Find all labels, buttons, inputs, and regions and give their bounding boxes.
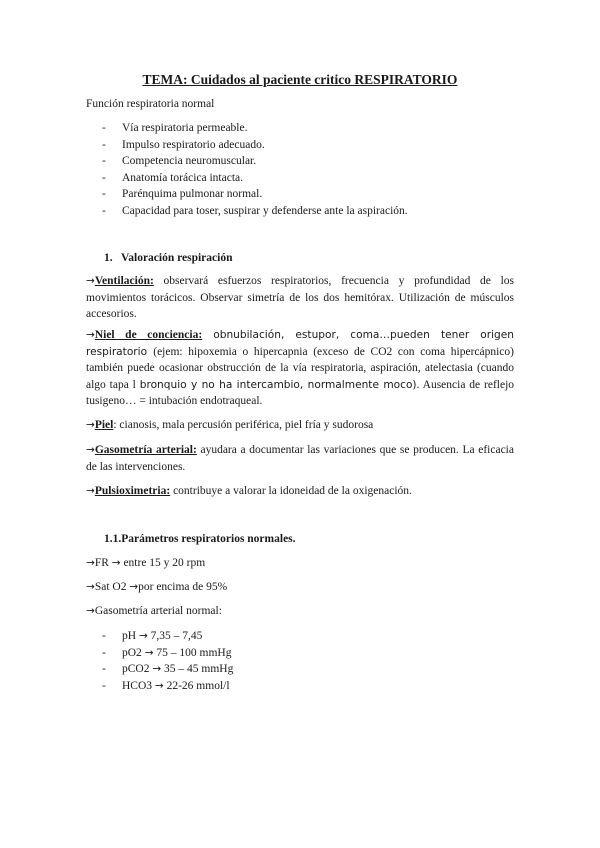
section-heading	[104, 252, 233, 264]
arrow-icon: →	[86, 444, 95, 456]
list-item: - Parénquima pulmonar normal.	[102, 186, 408, 203]
section-number: 1.	[104, 252, 113, 264]
arrow-icon: →	[86, 485, 95, 497]
term-ventilacion: Ventilación:	[94, 275, 154, 287]
list-item: - Anatomía torácica intacta.	[102, 170, 408, 187]
param-value: 75 – 100 mmHg	[153, 646, 232, 659]
paragraph-text: bronquio y no ha intercambio, normalmente moco)	[139, 378, 417, 391]
fr-value: entre 15 y 20 rpm	[120, 557, 206, 569]
list-item: - Competencia neuromuscular.	[102, 153, 408, 170]
arrow-icon: →	[154, 679, 164, 692]
section-title: Valoración respiración	[121, 252, 233, 264]
list-item	[102, 645, 233, 662]
gasometria-paragraph	[86, 442, 514, 475]
fr-line	[86, 557, 205, 569]
arrow-icon: →	[86, 275, 95, 287]
list-item: - Vía respiratoria permeable.	[102, 120, 408, 137]
arrow-icon: →	[86, 557, 95, 569]
paragraph-text: contribuye a valorar la idoneidad de la oxigenación.	[170, 485, 412, 497]
sat-label: Sat O2	[94, 581, 130, 593]
list-item	[102, 678, 233, 695]
paragraph-text: (ejem: hipoxemia o hipercapnia (exceso de CO2 con coma hipercápnico) también puede ocasionar obstrucción de la vía respiratoria, aspiración, atelectasia (cuando algo tapa l	[86, 345, 514, 391]
list-item	[102, 628, 233, 645]
conciencia-paragraph	[86, 327, 514, 410]
param-value: 7,35 – 7,45	[147, 630, 203, 642]
param-value: 22-26 mmol/l	[163, 679, 230, 692]
fr-label: FR	[94, 557, 112, 569]
paragraph-text: ayudara a documentar las variaciones que se producen. La eficacia de las intervenciones.	[86, 444, 514, 473]
param-value: 35 – 45 mmHg	[161, 663, 234, 676]
params-list	[102, 628, 233, 694]
arrow-icon: →	[86, 329, 95, 341]
paragraph-text: . Ausencia de reflejo tusigeno… = intubación endotraqueal.	[86, 378, 515, 408]
term-pulsioximetria: Pulsioximetria:	[94, 485, 171, 497]
gas-normal-line	[86, 605, 222, 617]
param-label: pH	[122, 630, 139, 642]
list-item: - Capacidad para toser, suspirar y defenderse ante la aspiración.	[102, 203, 408, 220]
arrow-icon: →	[138, 630, 148, 642]
gas-normal-label: Gasometría arterial normal:	[94, 605, 222, 617]
sat-value: por encima de 95%	[138, 581, 228, 593]
param-label: pCO2	[122, 663, 153, 676]
intro-list	[102, 120, 408, 220]
param-label: pO2	[122, 646, 145, 659]
arrow-icon: →	[152, 663, 162, 676]
pulsioximetria-paragraph	[86, 483, 514, 500]
arrow-icon: →	[111, 557, 121, 569]
term-conciencia: Niel de conciencia:	[94, 329, 203, 341]
paragraph-text: : cianosis, mala percusión periférica, piel fría y sudorosa	[113, 419, 374, 431]
list-item	[102, 661, 233, 678]
arrow-icon: →	[86, 605, 95, 617]
term-piel: Piel	[94, 419, 114, 431]
piel-paragraph	[86, 417, 514, 434]
intro-heading: Función respiratoria normal	[86, 98, 215, 110]
document-title: TEMA: Cuidados al paciente critico RESPIRATORIO	[142, 72, 458, 87]
arrow-icon: →	[86, 581, 95, 593]
arrow-icon: →	[86, 419, 95, 431]
arrow-icon: →	[144, 646, 154, 659]
term-gasometria: Gasometría arterial:	[94, 444, 197, 456]
param-label: HCO3	[122, 679, 155, 692]
ventilacion-paragraph	[86, 273, 514, 323]
paragraph-text: observará esfuerzos respiratorios, frecuencia y profundidad de los movimientos torácicos. Observar simetría de los dos hemitórax. Utilización de músculos accesorios.	[86, 275, 514, 321]
list-item: - Impulso respiratorio adecuado.	[102, 137, 408, 154]
sat-line	[86, 581, 227, 593]
paragraph-text: obnubilación, estupor, coma…pueden tener origen respiratorio	[86, 329, 515, 358]
arrow-icon: →	[129, 581, 139, 593]
subsection-heading: 1.1.Parámetros respiratorios normales.	[104, 533, 296, 545]
